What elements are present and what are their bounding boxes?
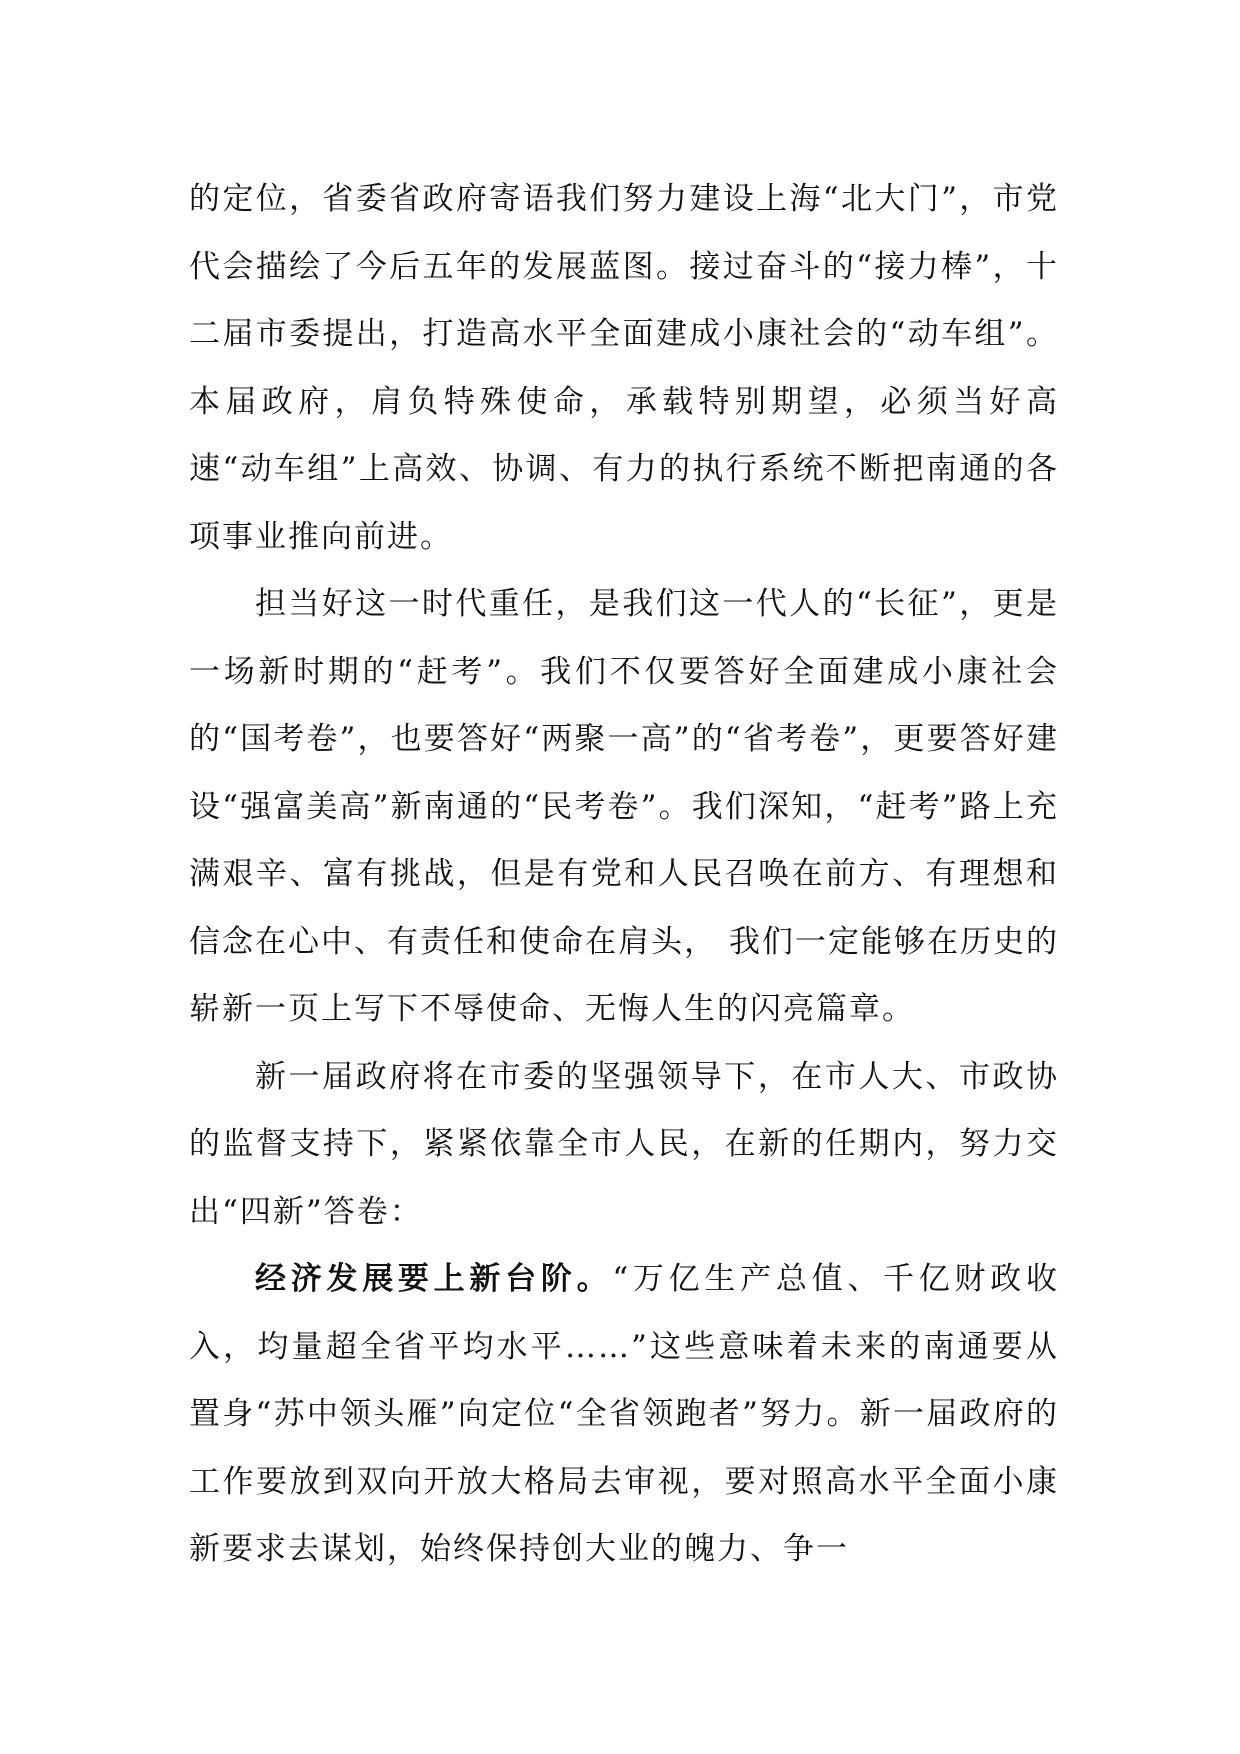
paragraph-1 bbox=[189, 166, 1059, 571]
paragraph-3 bbox=[189, 1044, 1059, 1247]
paragraph-text: “万亿生产总值、千亿财政收入，均量超全省平均水平……”这些意味着未来的南通要从置身“苏中领头雁”向定位“全省领跑者”努力。新一届政府的工作要放到双向开放大格局去审视，要对照高水平全面小康新要求去谋划，始终保持创大业的魄力、争一 bbox=[189, 1261, 1059, 1567]
document-body bbox=[189, 166, 1059, 1584]
paragraph-text: 担当好这一时代重任，是我们这一代人的“长征”，更是一场新时期的“赶考”。我们不仅要答好全面建成小康社会的“国考卷”，也要答好“两聚一高”的“省考卷”，更要答好建设“强富美高”新南通的“民考卷”。我们深知，“赶考”路上充满艰辛、富有挑战，但是有党和人民召唤在前方、有理想和信念在心中、有责任和使命在肩头， 我们一定能够在历史的崭新一页上写下不辱使命、无悔人生的闪亮篇章。 bbox=[189, 586, 1059, 1027]
paragraph-2 bbox=[189, 571, 1059, 1044]
paragraph-4 bbox=[189, 1246, 1059, 1584]
paragraph-lead-heading: 经济发展要上新台阶。 bbox=[255, 1261, 613, 1297]
paragraph-text: 新一届政府将在市委的坚强领导下，在市人大、市政协的监督支持下，紧紧依靠全市人民，在新的任期内，努力交出“四新”答卷： bbox=[189, 1058, 1059, 1230]
paragraph-text: 的定位，省委省政府寄语我们努力建设上海“北大门”，市党代会描绘了今后五年的发展蓝图。接过奋斗的“接力棒”，十二届市委提出，打造高水平全面建成小康社会的“动车组”。本届政府，肩负特殊使命，承载特别期望，必须当好高速“动车组”上高效、协调、有力的执行系统不断把南通的各项事业推向前进。 bbox=[189, 181, 1059, 555]
